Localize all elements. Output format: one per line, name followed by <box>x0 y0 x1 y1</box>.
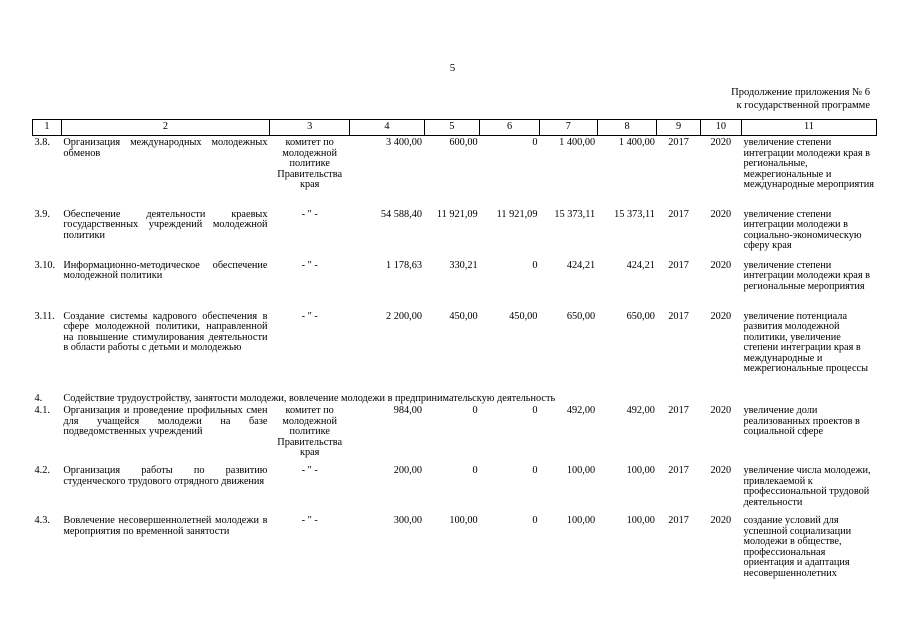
amount-col-8: 100,00 <box>626 465 655 477</box>
activity-name: Организация международных молодежных обменов <box>63 137 268 159</box>
program-table <box>32 119 877 594</box>
start-year: 2017 <box>668 310 689 322</box>
col-header: 7 <box>539 120 597 136</box>
amount-col-7: 492,00 <box>566 405 596 417</box>
continuation-note <box>731 86 870 112</box>
expected-result: увеличение числа молодежи, привлекаемой к профессиональной трудовой деятельности <box>743 465 871 508</box>
row-number: 4.1. <box>34 405 50 417</box>
amount-col-5: 0 <box>472 465 478 477</box>
amount-col-5: 450,00 <box>449 310 478 322</box>
end-year: 2020 <box>710 310 732 322</box>
amount-col-7: 100,00 <box>566 465 596 477</box>
row-number: 3.9. <box>34 208 50 220</box>
col-header: 2 <box>61 120 269 136</box>
row-number: 4.2. <box>34 465 50 477</box>
start-year: 2017 <box>668 208 689 220</box>
expected-result: увеличение потенциала развития молодежной политики, увеличение степени интеграции края в международные и межрегиональные процессы <box>743 310 869 375</box>
expected-result: увеличение степени интеграции молодежи края в региональные мероприятия <box>743 259 870 292</box>
total-amount: 200,00 <box>393 465 423 477</box>
col-header: 4 <box>350 120 424 136</box>
amount-col-5: 600,00 <box>449 137 478 148</box>
col-header: 9 <box>657 120 700 136</box>
end-year: 2020 <box>710 137 732 148</box>
activity-name: Создание системы кадрового обеспечения в сфере молодежной политики, направленной на повышение стимулирования деятельности в области работы с детьми и молодежью <box>63 310 268 354</box>
activity-name: Информационно-методическое обеспечение молодежной политики <box>63 259 268 282</box>
amount-col-6: 0 <box>532 465 538 477</box>
column-number-row <box>33 120 877 136</box>
row-number: 3.10. <box>34 259 56 271</box>
col-header: 10 <box>700 120 741 136</box>
total-amount: 2 200,00 <box>386 310 423 322</box>
end-year: 2020 <box>710 405 732 417</box>
expected-result: увеличение степени интеграции молодежи края в региональные, межрегиональные и международные мероприятия <box>743 137 874 191</box>
amount-col-5: 100,00 <box>449 515 478 527</box>
total-amount: 3 400,00 <box>386 137 423 148</box>
amount-col-6: 11 921,09 <box>496 208 538 220</box>
expected-result: увеличение степени интеграции молодежи в социально-экономическую сферу края <box>743 208 862 252</box>
executor: - " - <box>301 259 318 271</box>
executor: - " - <box>301 515 318 527</box>
total-amount: 54 588,40 <box>380 208 423 220</box>
col-header: 8 <box>597 120 657 136</box>
amount-col-5: 330,21 <box>449 259 478 271</box>
table-row <box>33 310 877 392</box>
amount-col-8: 492,00 <box>626 405 655 417</box>
activity-name: Организация работы по развитию студенческого трудового отрядного движения <box>63 465 268 487</box>
continuation-line-1: Продолжение приложения № 6 <box>731 87 870 98</box>
amount-col-7: 15 373,11 <box>554 208 596 220</box>
end-year: 2020 <box>710 259 732 271</box>
expected-result: увеличение доли реализованных проектов в социальной сфере <box>743 405 860 438</box>
col-header: 1 <box>33 120 62 136</box>
start-year: 2017 <box>668 137 689 148</box>
continuation-line-2: к государственной программе <box>736 100 870 111</box>
executor: - " - <box>301 310 318 322</box>
table-row <box>33 259 877 310</box>
col-header: 3 <box>270 120 350 136</box>
table-row <box>33 404 877 464</box>
executor: комитет по молодежной политике Правительства края <box>277 405 343 459</box>
start-year: 2017 <box>668 515 689 527</box>
executor: - " - <box>301 208 318 220</box>
executor: - " - <box>301 465 318 477</box>
amount-col-7: 1 400,00 <box>559 137 596 148</box>
amount-col-8: 100,00 <box>626 515 655 527</box>
end-year: 2020 <box>710 208 732 220</box>
col-header: 6 <box>480 120 540 136</box>
activity-name: Обеспечение деятельности краевых государственных учреждений молодежной политики <box>63 208 268 241</box>
amount-col-7: 424,21 <box>566 259 596 271</box>
amount-col-6: 0 <box>532 259 538 271</box>
activity-name: Вовлечение несовершеннолетней молодежи в мероприятия по временной занятости <box>63 515 268 537</box>
col-header: 11 <box>741 120 876 136</box>
amount-col-6: 0 <box>532 137 538 148</box>
page-number: 5 <box>449 62 456 74</box>
end-year: 2020 <box>710 465 732 477</box>
section-title: Содействие трудоустройству, занятости молодежи, вовлечение молодежи в предпринимательскую деятельность <box>63 392 556 404</box>
amount-col-7: 100,00 <box>566 515 596 527</box>
table-row <box>33 464 877 514</box>
table-row <box>33 208 877 259</box>
section-number: 4. <box>34 392 43 404</box>
table-row <box>33 514 877 594</box>
total-amount: 984,00 <box>393 405 423 417</box>
section-row <box>33 392 877 405</box>
end-year: 2020 <box>710 515 732 527</box>
total-amount: 1 178,63 <box>386 259 423 271</box>
row-number: 3.8. <box>34 137 50 148</box>
total-amount: 300,00 <box>393 515 423 527</box>
amount-col-8: 1 400,00 <box>618 137 655 148</box>
amount-col-8: 424,21 <box>626 259 655 271</box>
start-year: 2017 <box>668 405 689 417</box>
amount-col-8: 650,00 <box>626 310 655 322</box>
amount-col-6: 0 <box>532 405 538 417</box>
amount-col-5: 0 <box>472 405 478 417</box>
start-year: 2017 <box>668 465 689 477</box>
row-number: 4.3. <box>34 515 50 527</box>
executor: комитет по молодежной политике Правительства края <box>277 137 343 191</box>
col-header: 5 <box>424 120 480 136</box>
table-row <box>33 136 877 208</box>
amount-col-6: 450,00 <box>509 310 538 322</box>
amount-col-8: 15 373,11 <box>614 208 655 220</box>
amount-col-7: 650,00 <box>566 310 596 322</box>
expected-result: создание условий для успешной социализации молодежи в обществе, профессиональная ориентация и адаптация несовершеннолетних <box>743 515 852 580</box>
amount-col-6: 0 <box>532 515 538 527</box>
amount-col-5: 11 921,09 <box>436 208 478 220</box>
activity-name: Организация и проведение профильных смен для учащейся молодежи на базе подведомственных учреждений <box>63 405 268 438</box>
row-number: 3.11. <box>34 310 55 322</box>
start-year: 2017 <box>668 259 689 271</box>
